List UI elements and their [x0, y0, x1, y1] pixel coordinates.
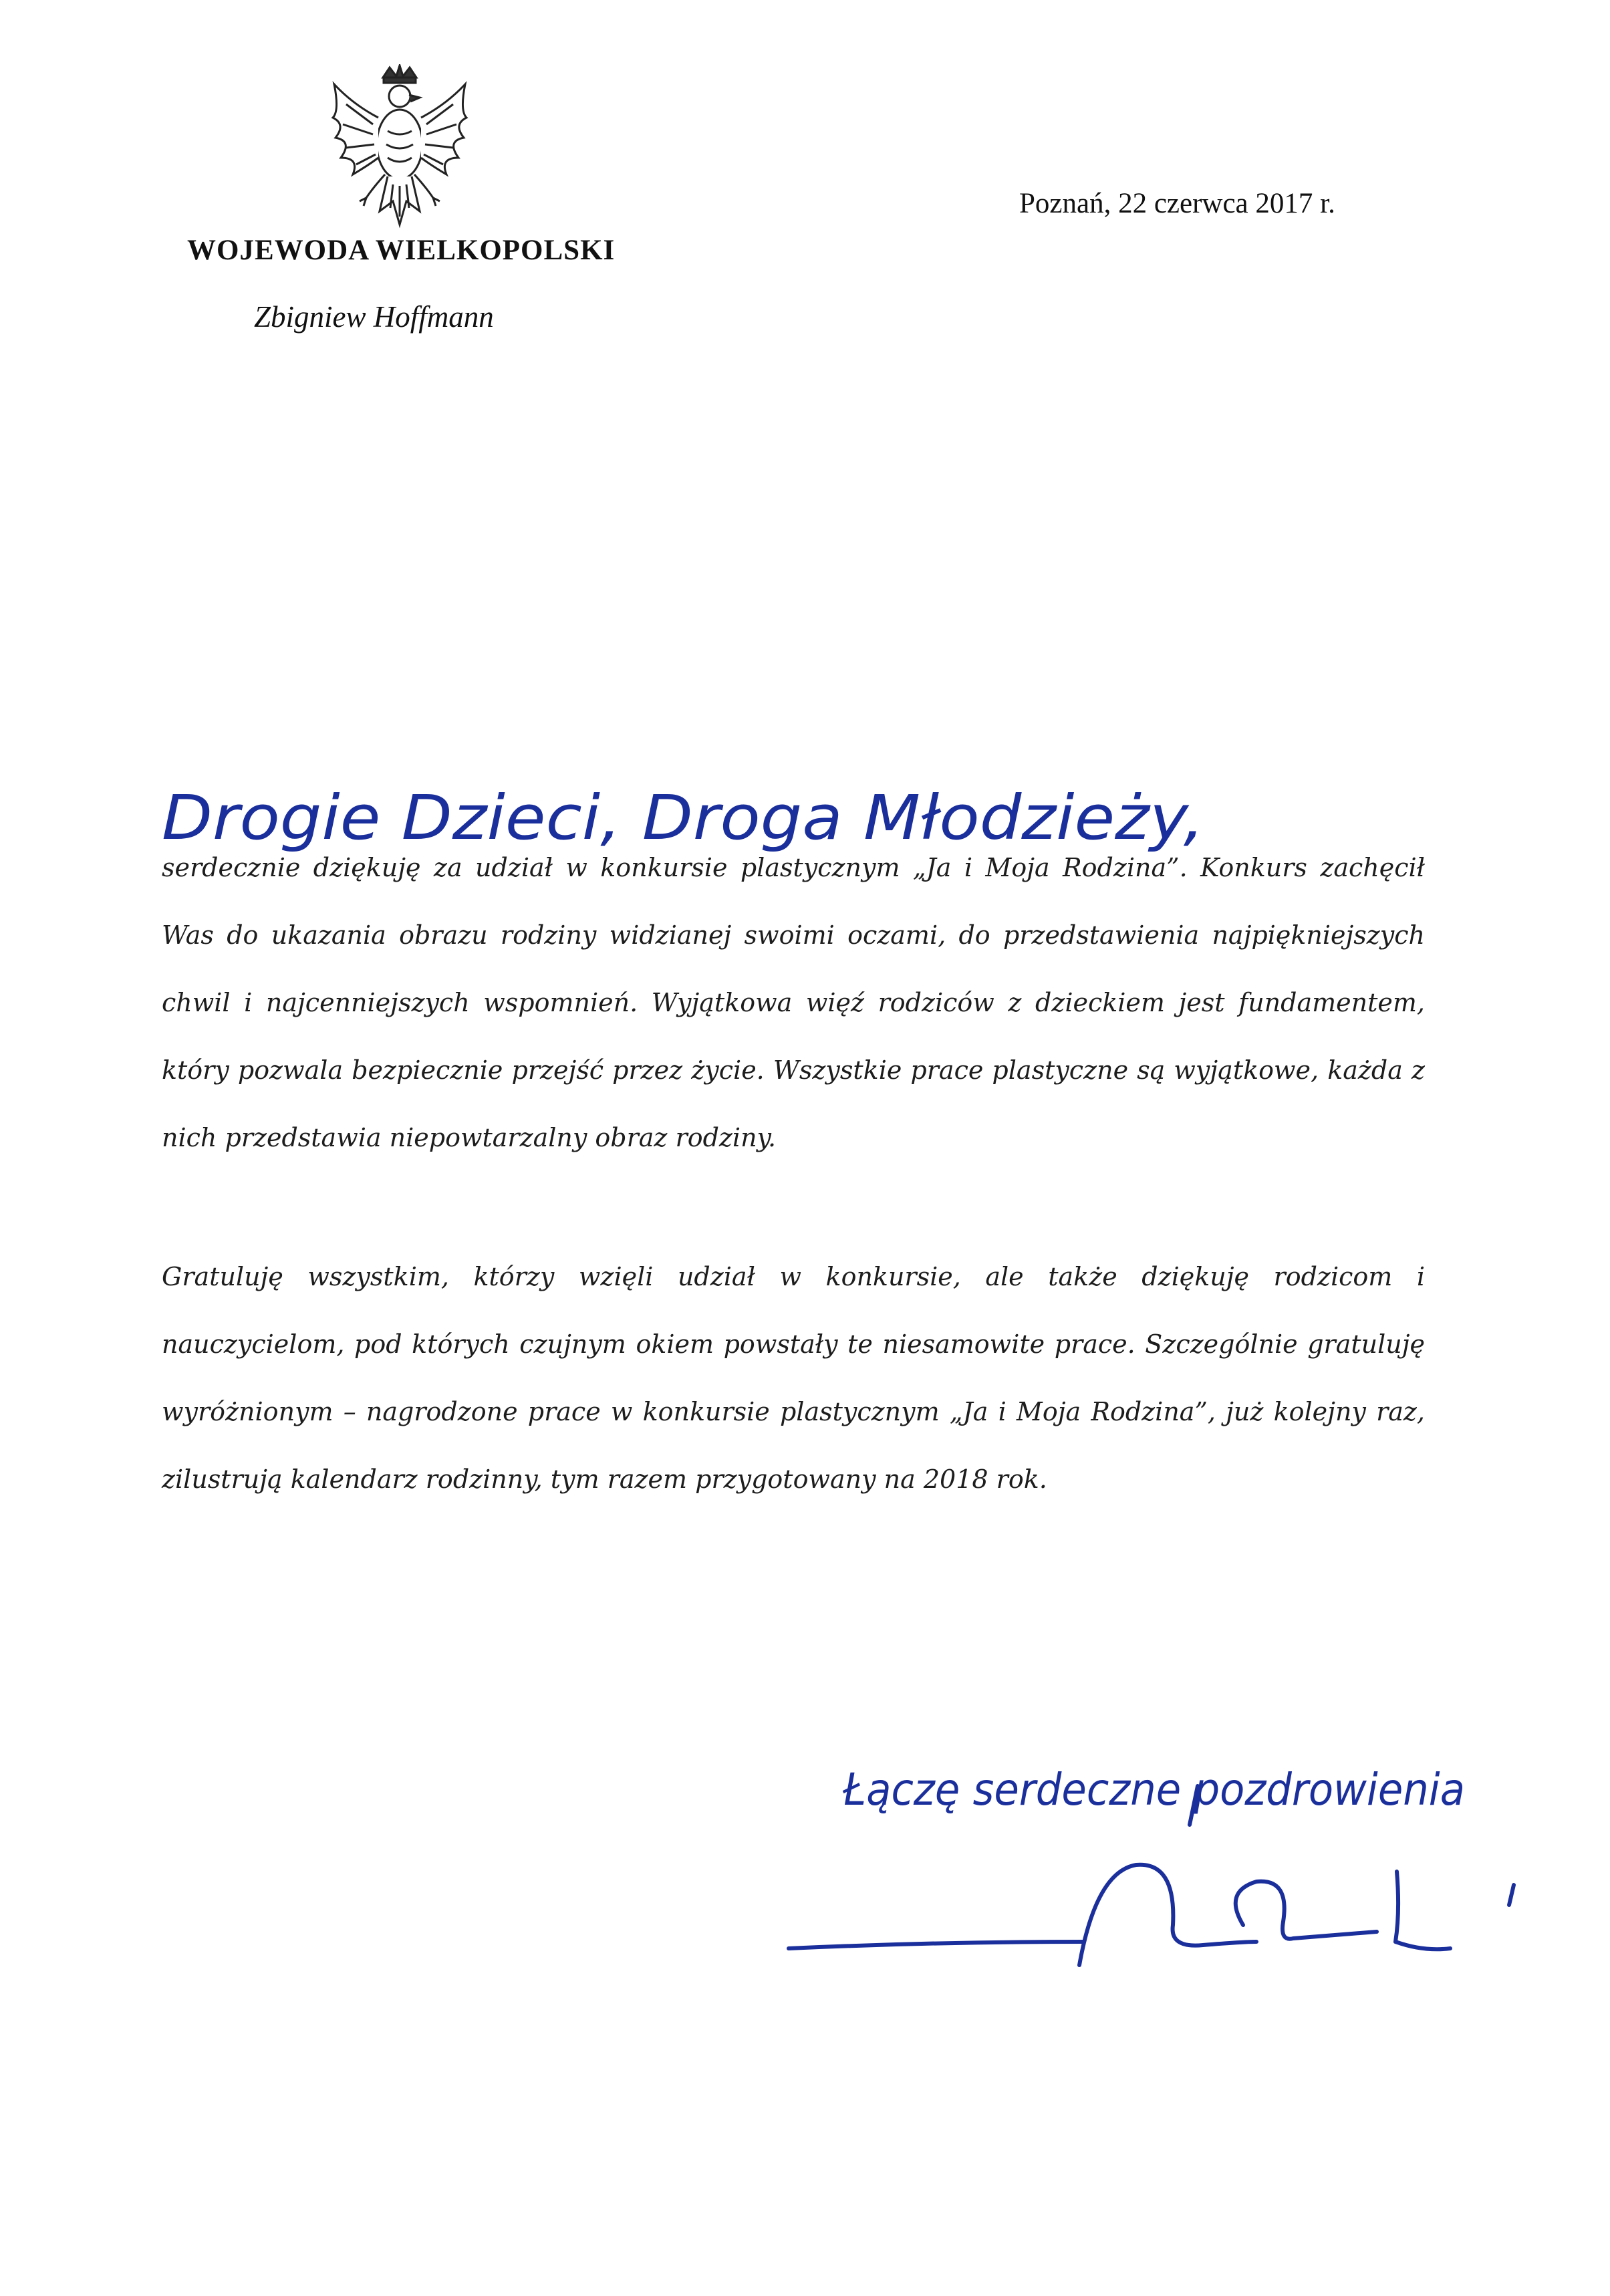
salutation-text: Drogie Dzieci, Droga Młodzieży, [162, 782, 1204, 854]
person-name: Zbigniew Hoffmann [254, 300, 494, 334]
office-title: WOJEWODA WIELKOPOLSKI [187, 235, 616, 266]
body-paragraph-1: serdecznie dziękuję za udział w konkursie plastycznym „Ja i Moja Rodzina”. Konkurs zachęcił Was do ukazania obrazu rodziny widzianej swoimi oczami, do przedstawienia najpiękniejszych chwil i najcenniejszych wspomnień. Wyjątkowa więź rodziców z dzieckiem jest fundamentem, który pozwala bezpiecznie przejść przez życie. Wszystkie prace plastyczne są wyjątkowe, każda z nich przedstawia niepowtarzalny obraz rodziny. [162, 853, 1425, 1152]
closing-text: Łączę serdeczne pozdrowienia [842, 1764, 1465, 1815]
signature-icon [789, 1786, 1514, 1965]
letter-date: Poznań, 22 czerwca 2017 r. [1019, 188, 1335, 219]
polish-eagle-icon [326, 64, 473, 238]
body-paragraph-2: Gratuluję wszystkim, którzy wzięli udział w konkursie, ale także dziękuję rodzicom i nauczycielom, pod których czujnym okiem powstały te niesamowite prace. Szczególnie gratuluję wyróżnionym – nagrodzone prace w konkursie plastycznym „Ja i Moja Rodzina”, już kolejny raz, zilustrują kalendarz rodzinny, tym razem przygotowany na 2018 rok. [162, 1262, 1425, 1494]
